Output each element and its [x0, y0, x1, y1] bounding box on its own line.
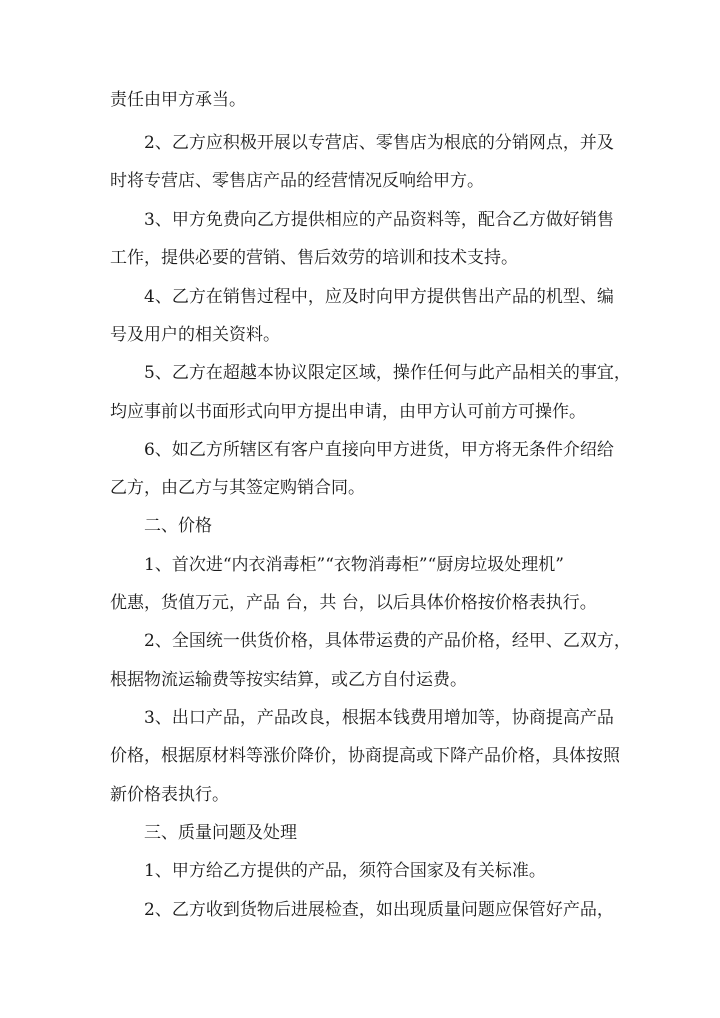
text-line: 乙方，由乙方与其签定购销合同。	[110, 478, 365, 498]
text-line: 6、如乙方所辖区有客户直接向甲方进货，甲方将无条件介绍给	[144, 440, 614, 460]
text-line: 1、首次进“内衣消毒柜”“衣物消毒柜”“厨房垃圾处理机”	[144, 555, 564, 575]
text-line: 均应事前以书面形式向甲方提出申请，由甲方认可前方可操作。	[110, 402, 586, 422]
text-line: 4、乙方在销售过程中，应及时向甲方提供售出产品的机型、编	[144, 287, 614, 307]
text-line: 优惠，货值万元，产品 台，共 台，以后具体价格按价格表执行。	[110, 593, 597, 613]
text-line: 3、甲方免费向乙方提供相应的产品资料等，配合乙方做好销售	[144, 210, 614, 230]
text-line: 根据物流运输费等按实结算，或乙方自付运费。	[110, 670, 467, 690]
text-line: 价格，根据原材料等涨价降价，协商提高或下降产品价格，具体按照	[110, 746, 620, 766]
text-line: 2、乙方收到货物后进展检查，如出现质量问题应保管好产品，	[144, 900, 614, 920]
text-line: 2、全国统一供货价格，具体带运费的产品价格，经甲、乙双方，	[144, 631, 631, 651]
text-line: 新价格表执行。	[110, 785, 229, 805]
section-heading: 二、价格	[144, 516, 212, 536]
text-line: 2、乙方应积极开展以专营店、零售店为根底的分销网点，并及	[144, 133, 614, 153]
text-line: 5、乙方在超越本协议限定区域，操作任何与此产品相关的事宜，	[144, 363, 631, 383]
text-line: 3、出口产品，产品改良，根据本钱费用增加等，协商提高产品	[144, 708, 614, 728]
text-line: 时将专营店、零售店产品的经营情况反响给甲方。	[110, 171, 484, 191]
text-line: 责任由甲方承当。	[110, 90, 246, 110]
text-line: 工作，提供必要的营销、售后效劳的培训和技术支持。	[110, 248, 518, 268]
text-line: 号及用户的相关资料。	[110, 325, 280, 345]
text-line: 1、甲方给乙方提供的产品，须符合国家及有关标准。	[144, 861, 546, 881]
section-heading: 三、质量问题及处理	[144, 823, 297, 843]
